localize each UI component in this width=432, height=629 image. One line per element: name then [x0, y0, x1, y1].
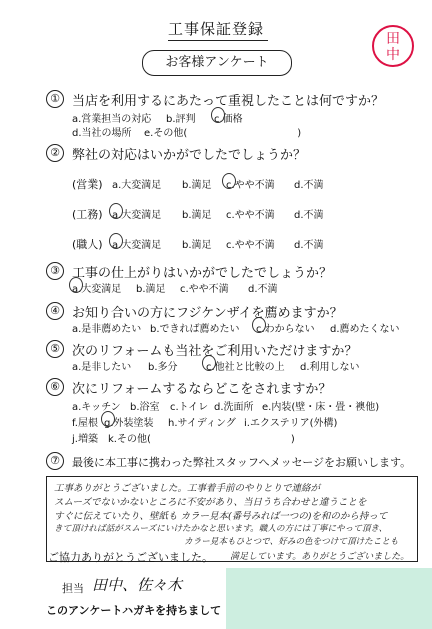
question-3-text: 工事の仕上がりはいかがでしたでしょうか？	[72, 266, 333, 281]
q5-selection-circle	[202, 355, 216, 371]
question-1-text: 当店を利用するにあたって重視したことは何ですか？	[72, 94, 385, 109]
q2-craftsman-option-a[interactable]: a.大変満足	[112, 240, 162, 251]
redaction-block	[226, 568, 432, 629]
stamp-char-2: 中	[386, 47, 400, 63]
question-5-text: 次のリフォームも当社をご利用いただけますか？	[72, 344, 358, 359]
question-7-text: 最後に本工事に携わった弊社スタッフへメッセージをお願いします。	[72, 456, 412, 469]
q6-option-a: a.キッチン	[72, 402, 121, 413]
q1-option-e: e.その他( )	[144, 128, 302, 139]
q5-option-d: d.利用しない	[300, 362, 360, 373]
question-number-1: ①	[46, 90, 64, 108]
q4-option-c[interactable]: c.わからない	[256, 324, 315, 335]
q3-option-d: d.不満	[248, 284, 278, 295]
question-number-6: ⑥	[46, 378, 64, 396]
q6-selection-circle	[101, 411, 115, 427]
q2-construction-option-b: b.満足	[182, 210, 212, 221]
q4-option-b: b.できれば薦めたい	[150, 324, 240, 335]
question-2-text: 弊社の対応はいかがでしたでしょうか？	[72, 148, 307, 163]
comment-line-2: スムーズでないかないところに不安があり、当日うち合わせと違うことを	[54, 497, 367, 508]
q2-group-craftsman-label: (職人)	[72, 238, 103, 251]
q2-group-construction-label: (工務)	[72, 208, 103, 221]
q2-construction-option-d: d.不満	[294, 210, 324, 221]
question-number-7: ⑦	[46, 452, 64, 470]
q2-craftsman-option-d: d.不満	[294, 240, 324, 251]
q6-option-i: i.エクステリア(外構)	[244, 418, 338, 429]
question-6-text: 次にリフォームするならどこをされますか？	[72, 382, 332, 397]
comment-line-5: カラー見本もひとつで、好みの色をつけて頂けたことも	[184, 537, 399, 547]
q6-option-e: e.内装(壁・床・畳・襖他)	[262, 402, 380, 413]
title-underline	[168, 40, 268, 41]
q2-craftsman-selection-circle	[109, 233, 123, 249]
q1-option-a: a.営業担当の対応	[72, 114, 152, 125]
q2-craftsman-option-b: b.満足	[182, 240, 212, 251]
q3-selection-circle	[69, 277, 83, 293]
q1-selection-circle	[211, 107, 225, 123]
comment-line-3: すぐに伝えていたり、壁紙も カラー見本(番号みれば一つの)を和のから持って	[54, 511, 388, 522]
q1-option-b: b.評判	[166, 114, 196, 125]
q2-construction-selection-circle	[109, 203, 123, 219]
q6-option-g[interactable]: g.外装塗装	[104, 418, 154, 429]
comment-line-4: きて頂ければ話がスムーズにいけたかなと思います。職人の方には丁寧にやって頂き、	[54, 524, 388, 534]
q6-option-c: c.トイレ	[170, 402, 209, 413]
q5-option-c[interactable]: c.他社と比較の上	[206, 362, 285, 373]
q2-sales-option-b: b.満足	[182, 180, 212, 191]
q2-construction-option-c: c.やや不満	[226, 210, 275, 221]
q6-option-k: k.その他( )	[108, 434, 295, 445]
q3-option-b: b.満足	[136, 284, 166, 295]
q6-option-h: h.サイディング	[168, 418, 236, 429]
q6-option-f: f.屋根	[72, 418, 98, 429]
question-4-text: お知り合いの方にフジケンザイを薦めますか？	[72, 306, 343, 321]
q2-sales-option-a: a.大変満足	[112, 180, 162, 191]
q4-selection-circle	[252, 317, 266, 333]
q4-option-d: d.薦めたくない	[330, 324, 400, 335]
hanko-stamp	[372, 25, 414, 67]
q2-sales-selection-circle	[222, 173, 236, 189]
q6-option-j: j.増築	[72, 434, 98, 445]
q5-option-b: b.多分	[148, 362, 178, 373]
q1-option-d: d.当社の場所	[72, 128, 132, 139]
question-number-3: ③	[46, 262, 64, 280]
staff-label: 担当	[62, 582, 84, 595]
footer-text: このアンケートハガキを持ちまして	[46, 604, 222, 617]
comment-line-1: 工事ありがとうございました。工事着手前のやりとりで連絡が	[54, 483, 321, 494]
q2-sales-option-d: d.不満	[294, 180, 324, 191]
q4-option-a: a.是非薦めたい	[72, 324, 142, 335]
q3-option-a[interactable]: a.大変満足	[72, 284, 122, 295]
q2-craftsman-option-c: c.やや不満	[226, 240, 275, 251]
q1-option-c[interactable]: c.価格	[214, 114, 243, 125]
thanks-text: ご協力ありがとうございました。	[48, 551, 213, 564]
subtitle: お客様アンケート	[142, 50, 292, 76]
question-number-5: ⑤	[46, 340, 64, 358]
staff-names: 田中、佐々木	[92, 576, 183, 594]
q2-sales-option-c[interactable]: c.やや不満	[226, 180, 275, 191]
question-number-4: ④	[46, 302, 64, 320]
q2-construction-option-a[interactable]: a.大変満足	[112, 210, 162, 221]
q3-option-c: c.やや不満	[180, 284, 229, 295]
q6-option-b: b.浴室	[130, 402, 160, 413]
comment-line-6: 満足しています。ありがとうございました。	[230, 552, 410, 562]
stamp-char-1: 田	[386, 31, 400, 47]
q2-group-sales-label: (営業)	[72, 178, 103, 191]
page-title: 工事保証登録	[167, 20, 264, 38]
q6-option-d: d.洗面所	[214, 402, 254, 413]
q5-option-a: a.是非したい	[72, 362, 132, 373]
question-number-2: ②	[46, 144, 64, 162]
